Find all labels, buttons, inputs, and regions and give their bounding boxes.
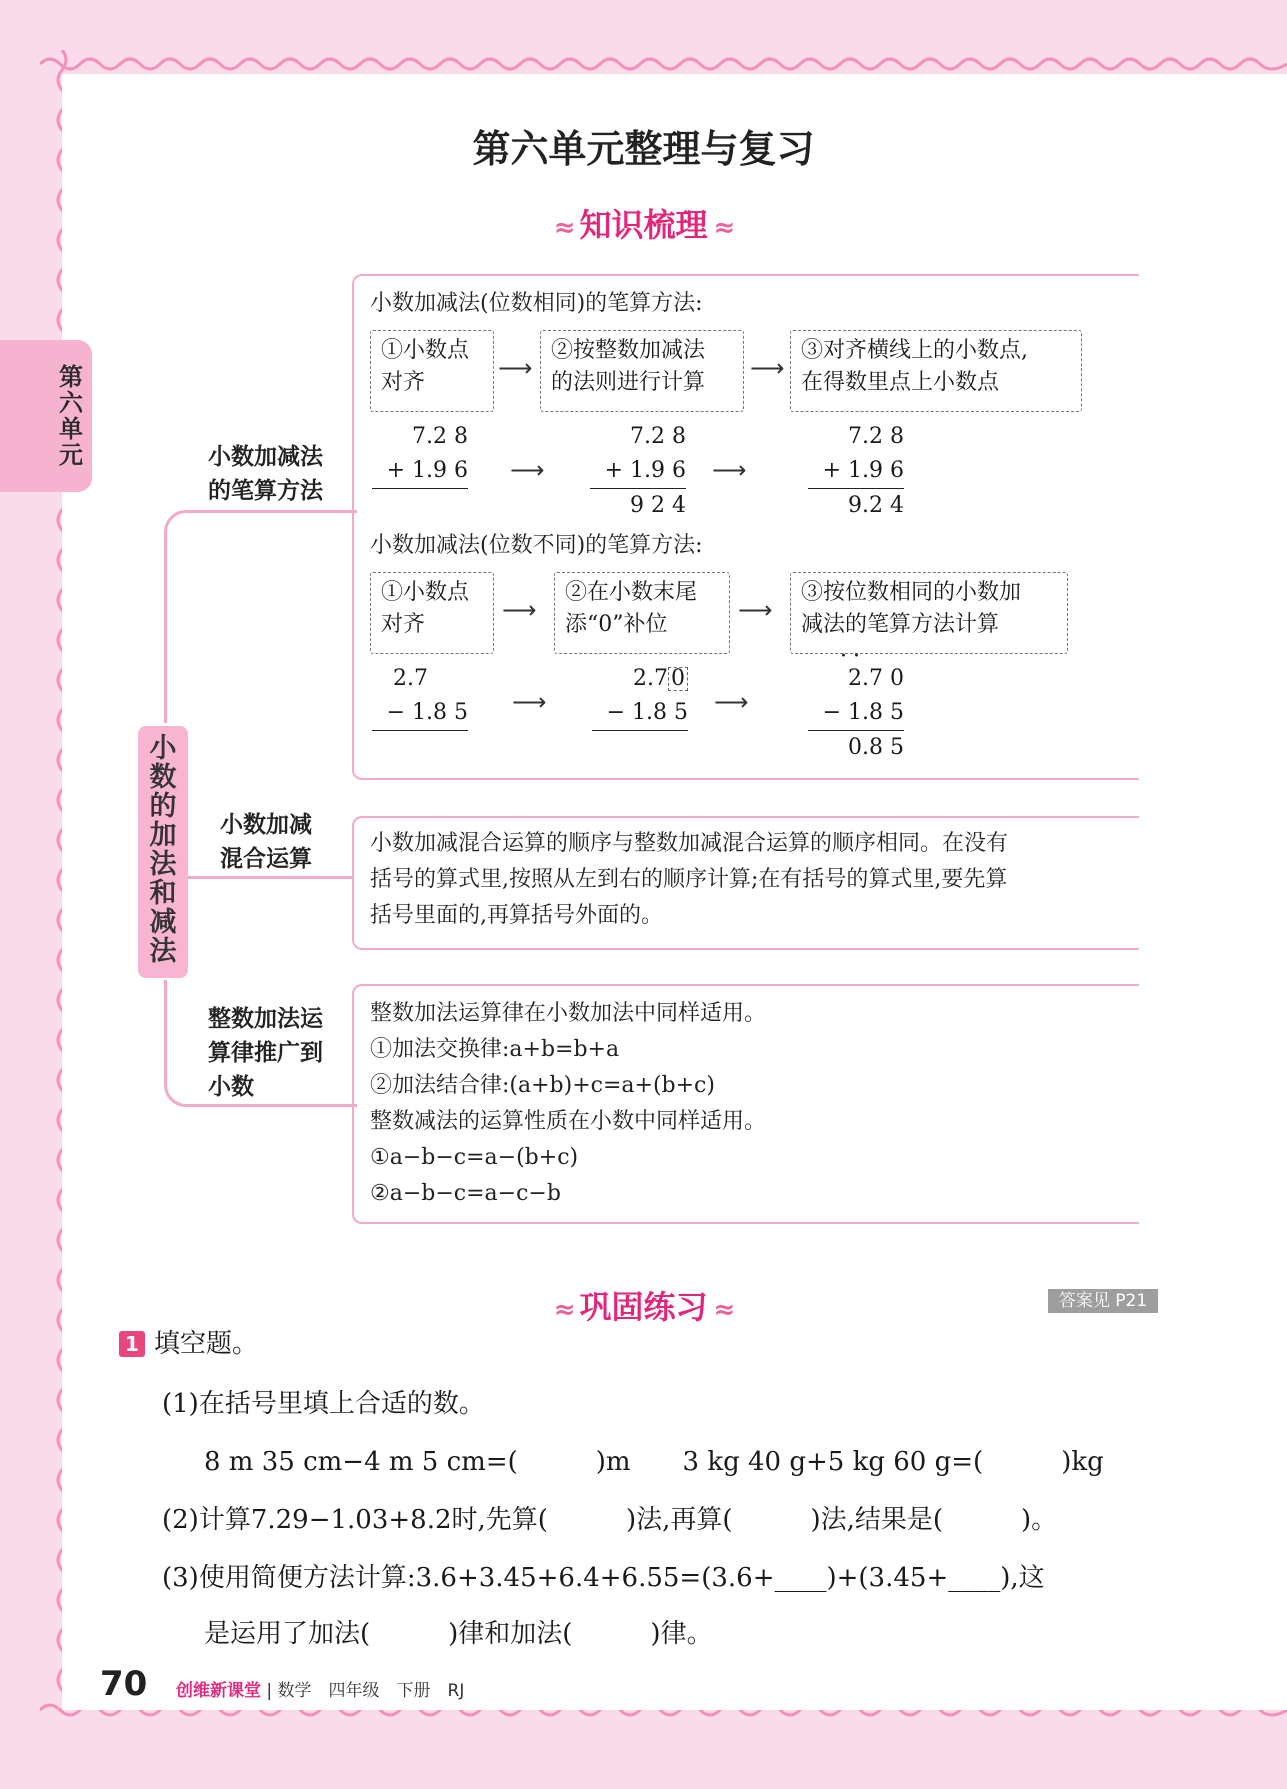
mindmap-center-topic: 小数的加法和减法 [138, 726, 188, 978]
laws-line-3: ②加法结合律:(a+b)+c=a+(b+c) [370, 1073, 715, 1098]
unit-side-tab-label: 第六单元 [59, 363, 83, 469]
mixed-ops-line-2: 括号的算式里,按照从左到右的顺序计算;在有括号的算式里,要先算 [370, 867, 1008, 892]
mixed-ops-line-3: 括号里面的,再算括号外面的。 [370, 903, 663, 928]
calc-operand: 7.2 8 [630, 424, 686, 449]
branch-connector-2 [188, 876, 354, 879]
calc-operand: + 1.9 6 [386, 458, 468, 483]
arrow-right-icon: ⟶ [712, 456, 747, 484]
diff-step-3: ③按位数相同的小数加 减法的笔算方法计算 [790, 572, 1068, 654]
diff-calc-2 [592, 662, 688, 731]
calc-operand: + 1.9 6 [604, 458, 686, 483]
answer-reference-badge: 答案见 P21 [1048, 1289, 1158, 1313]
question-number-badge: 1 [119, 1331, 145, 1357]
diff-step-1: ①小数点 对齐 [370, 572, 494, 654]
laws-line-4: 整数减法的运算性质在小数中同样适用。 [370, 1109, 767, 1134]
calc-operand: 2.7 0 [848, 666, 904, 691]
calc-operand: − 1.8 5 [606, 700, 688, 725]
calc-operand: 7.2 8 [412, 424, 468, 449]
arrow-right-icon: ⟶ [510, 456, 545, 484]
laws-line-6: ②a−b−c=a−c−b [370, 1181, 561, 1206]
question-part-1-blanks: 8 m 35 cm−4 m 5 cm=( )m 3 kg 40 g+5 kg 60 g=( )kg [204, 1447, 1104, 1477]
arrow-right-icon: ⟶ [498, 354, 533, 382]
branch-connector-1 [164, 510, 357, 723]
calc-rule [592, 730, 688, 731]
mixed-ops-line-1: 小数加减混合运算的顺序与整数加减混合运算的顺序相同。在没有 [370, 831, 1009, 856]
same-step-1: ①小数点 对齐 [370, 330, 494, 412]
arrow-right-icon: ⟶ [502, 596, 537, 624]
arrow-right-icon: ⟶ [750, 354, 785, 382]
question-title: 填空题。 [154, 1329, 259, 1359]
book-info: | 数学 四年级 下册 RJ [266, 1681, 465, 1701]
calc-operand: 7.2 8 [848, 424, 904, 449]
carry-dots-icon: ·· [840, 644, 866, 669]
knowledge-heading [0, 200, 1287, 246]
same-calc-3 [808, 420, 904, 523]
diff-digits-title: 小数加减法(位数不同)的笔算方法: [370, 533, 703, 558]
calc-result: 9.2 4 [848, 493, 904, 518]
diff-step-2: ②在小数末尾 添“0”补位 [554, 572, 730, 654]
calc-operand-digits: 2.7 [633, 666, 668, 691]
calc-result: 9 2 4 [630, 493, 686, 518]
wave-decoration-icon: ≈ [553, 1295, 574, 1325]
question-part-1: (1)在括号里填上合适的数。 [162, 1389, 485, 1419]
branch-label-written-method: 小数加减法 的笔算方法 [208, 444, 323, 504]
calc-operand: − 1.8 5 [822, 700, 904, 725]
same-step-3: ③对齐横线上的小数点, 在得数里点上小数点 [790, 330, 1082, 412]
same-calc-2 [590, 420, 686, 523]
padding-zero-box: 0 [668, 667, 688, 691]
arrow-right-icon: ⟶ [714, 688, 749, 716]
calc-rule [372, 488, 468, 489]
calc-operand: 2.7 [393, 666, 428, 691]
diff-calc-3 [808, 662, 904, 765]
page-title: 第六单元整理与复习 [472, 127, 815, 171]
practice-heading-text: 巩固练习 [579, 1288, 708, 1326]
footer-brand [176, 1676, 464, 1701]
same-digits-title: 小数加减法(位数相同)的笔算方法: [370, 291, 703, 316]
question-part-3-continued: 是运用了加法( )律和加法( )律。 [204, 1619, 713, 1649]
question-part-2: (2)计算7.29−1.03+8.2时,先算( )法,再算( )法,结果是( )。 [162, 1505, 1058, 1535]
page-number: 70 [100, 1664, 148, 1704]
calc-operand: + 1.9 6 [822, 458, 904, 483]
calc-rule [372, 730, 468, 731]
wave-decoration-icon: ≈ [553, 213, 574, 243]
arrow-right-icon: ⟶ [738, 596, 773, 624]
branch-label-mixed-operations: 小数加减 混合运算 [220, 812, 312, 872]
laws-line-1: 整数加法运算律在小数加法中同样适用。 [370, 1001, 767, 1026]
wave-decoration-icon: ≈ [713, 1295, 734, 1325]
calc-operand [592, 662, 688, 696]
same-step-2: ②按整数加减法 的法则进行计算 [540, 330, 744, 412]
branch-label-operation-laws: 整数加法运 算律推广到 小数 [208, 1006, 323, 1100]
laws-line-2: ①加法交换律:a+b=b+a [370, 1037, 620, 1062]
diff-calc-1 [372, 662, 468, 731]
arrow-right-icon: ⟶ [512, 688, 547, 716]
same-calc-1 [372, 420, 468, 489]
calc-result: 0.8 5 [848, 735, 904, 760]
wave-decoration-icon: ≈ [713, 213, 734, 243]
calc-operand: − 1.8 5 [386, 700, 468, 725]
knowledge-heading-text: 知识梳理 [579, 206, 708, 244]
brand-name: 创维新课堂 [176, 1681, 261, 1701]
laws-line-5: ①a−b−c=a−(b+c) [370, 1145, 579, 1170]
question-part-3: (3)使用简便方法计算:3.6+3.45+6.4+6.55=(3.6+____)+(3.45+____),这 [162, 1563, 1045, 1593]
